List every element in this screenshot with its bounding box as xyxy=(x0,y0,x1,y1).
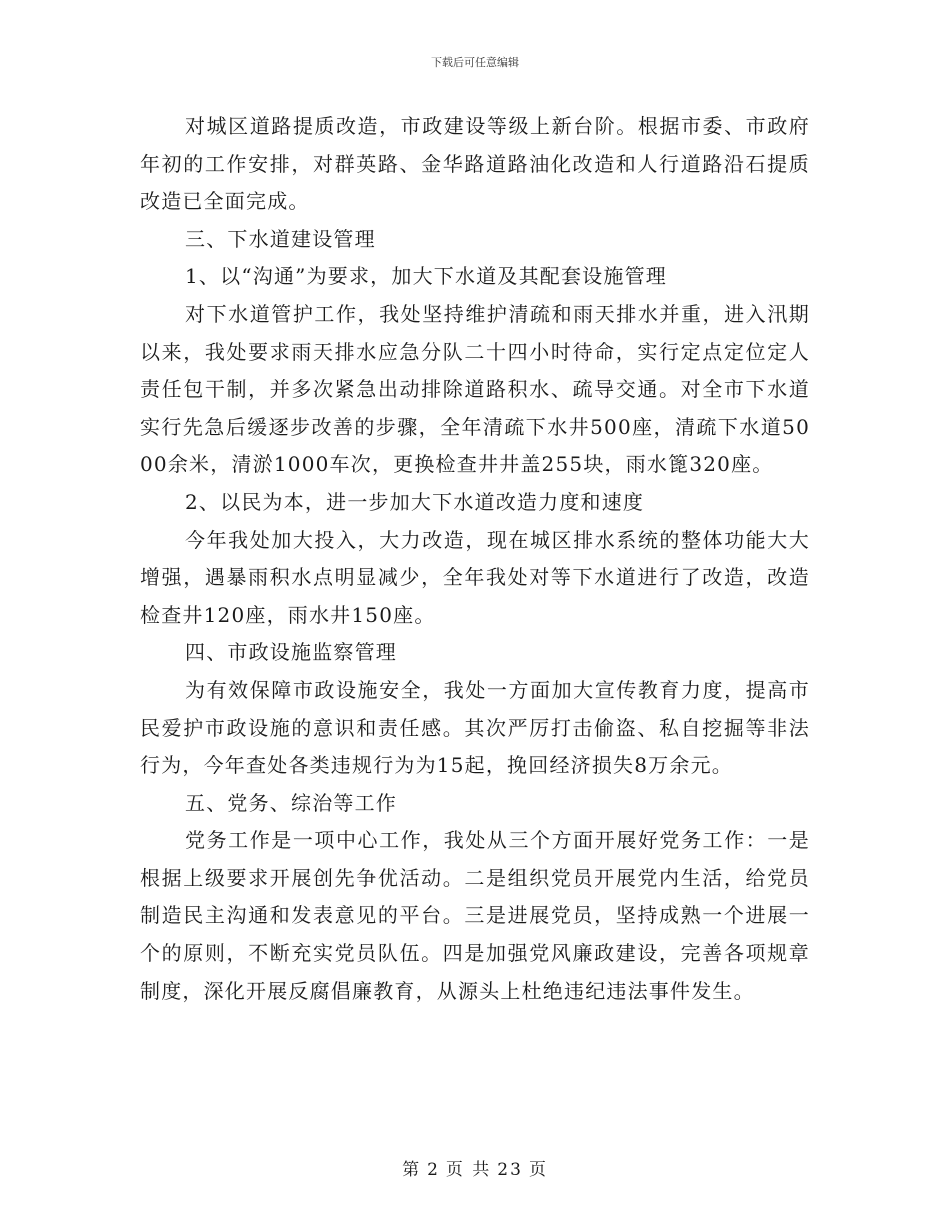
footer-suffix: 页 xyxy=(528,1160,548,1180)
paragraph-facility-safety: 为有效保障市政设施安全，我处一方面加大宣传教育力度，提高市民爱护市政设施的意识和责任感。其次严厉打击偷盗、私自挖掘等非法行为，今年查处各类违规行为为15起，挽回经济损失8万余元。 xyxy=(140,677,810,778)
document-body xyxy=(140,108,810,1010)
page-header xyxy=(0,54,950,70)
header-text: 下载后可任意编辑 xyxy=(431,56,519,69)
page-footer xyxy=(0,1155,950,1180)
subheading-people-first: 2、以民为本，进一步加大下水道改造力度和速度 xyxy=(185,489,645,514)
footer-prefix: 第 xyxy=(402,1160,422,1180)
section-heading-party-affairs: 五、党务、综治等工作 xyxy=(185,790,397,815)
footer-middle: 页 共 xyxy=(445,1160,492,1180)
paragraph-sewer-maintenance: 对下水道管护工作，我处坚持维护清疏和雨天排水并重，进入汛期以来，我处要求雨天排水应急分队二十四小时待命，实行定点定位定人责任包干制，并多次紧急出动排除道路积水、疏导交通。对全市下水道实行先急后缓逐步改善的步骤，全年清疏下水井500座，清疏下水道5000余米，清淤1000车次，更换检查井井盖255块，雨水篦320座。 xyxy=(140,301,810,477)
paragraph-road-upgrade: 对城区道路提质改造，市政建设等级上新台阶。根据市委、市政府年初的工作安排，对群英路、金华路道路油化改造和人行道路沿石提质改造已全面完成。 xyxy=(140,114,810,214)
paragraph-sewer-renovation: 今年我处加大投入，大力改造，现在城区排水系统的整体功能大大增强，遇暴雨积水点明显减少，全年我处对等下水道进行了改造，改造检查井120座，雨水井150座。 xyxy=(140,527,810,627)
subheading-communication: 1、以“沟通”为要求，加大下水道及其配套设施管理 xyxy=(185,264,667,289)
total-pages: 23 xyxy=(497,1160,523,1180)
paragraph-party-work: 党务工作是一项中心工作，我处从三个方面开展好党务工作：一是根据上级要求开展创先争优活动。二是组织党员开展党内生活，给党员制造民主沟通和发表意见的平台。三是进展党员，坚持成熟一个进展一个的原则，不断充实党员队伍。四是加强党风廉政建设，完善各项规章制度，深化开展反腐倡廉教育，从源头上杜绝违纪违法事件发生。 xyxy=(140,828,810,1003)
page-number: 2 xyxy=(427,1160,440,1180)
section-heading-inspection: 四、市政设施监察管理 xyxy=(185,640,397,665)
section-heading-sewer: 三、下水道建设管理 xyxy=(185,226,376,251)
